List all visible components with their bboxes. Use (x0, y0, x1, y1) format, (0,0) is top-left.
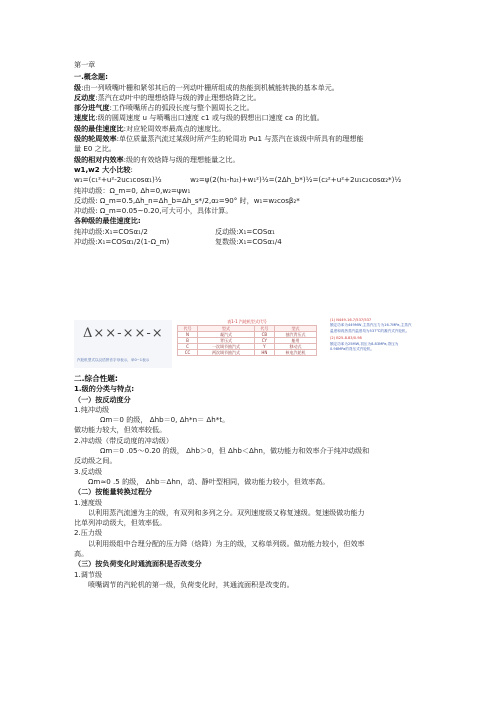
concept-line (74, 165, 434, 175)
concept-list (74, 83, 434, 176)
case-pure-impulse: 纯冲动级：Ω_m=0, Δh=0,w₂=ψw₁ (74, 185, 191, 195)
figure-model-symbol (74, 320, 172, 368)
table-cell: CC (178, 350, 198, 356)
concept-line (74, 113, 434, 123)
table-cell: 凝汽式 (198, 332, 255, 338)
concept-definition: :由一列喷嘴叶栅和紧邻其后的一列动叶栅所组成的热能到机械能转换的基本单元。 (81, 82, 339, 92)
table-cell: 抽汽背压式 (274, 332, 316, 338)
table-cell: 代号 (178, 326, 198, 332)
figure-strip (74, 318, 426, 370)
table-cell: 两次调节抽汽式 (198, 350, 255, 356)
concept-line (74, 124, 434, 134)
concept-line (74, 155, 434, 165)
pure-impulse-desc: Ωm＝0 的级， Δhb＝0, Δh*n＝ Δh*t。 (100, 415, 230, 425)
concept-definition: :工作喷嘴所占的弧段长度与整个圆周长之比。 (109, 103, 254, 113)
figure-model-examples (330, 318, 426, 368)
group-by-area: （三）按负荷变化时通流面积是否改变分 (74, 559, 202, 569)
concept-line (74, 93, 434, 103)
optimal-pure-impulse: 纯冲动级:X₁=COSα₁/2 (74, 226, 148, 236)
table-cell: 代号 (254, 326, 274, 332)
concept-line (74, 83, 434, 93)
type-table-header: 表1-1 汽轮机型式代号 (227, 319, 267, 324)
pure-impulse-note: 做功能力较大，但效率较低。 (74, 425, 167, 435)
type-table (177, 325, 317, 356)
concept-term: 级的轮周效率 (74, 134, 117, 144)
example-line: 额定功率为449MW,主蒸汽压力为16.7MPa,主蒸汽 (330, 323, 412, 328)
concept-definition: :单位质量蒸汽流过某级时所产生的轮周功 Pu1 与蒸汽在该级中所具有的理想能 (116, 134, 364, 144)
concept-definition: : (130, 164, 133, 174)
classification-title: 1.级的分类与特点: (74, 384, 135, 394)
model-code-symbol: Δ××-××-× (83, 326, 164, 341)
concept-definition: 量 E0 之比。 (74, 144, 116, 154)
table-cell: 型式 (198, 326, 255, 332)
example-line: 0.98MPa的背压式汽轮机。 (330, 347, 375, 352)
example-line: 额定功率为25MW,初压为8.83MPa,背压为 (330, 341, 399, 346)
control-stage-heading: 1.调节级 (74, 569, 103, 579)
example-line: (1) N449-16.7/537/537 (330, 318, 372, 322)
optimal-ratio-title: 各种级的最佳速度比: (74, 216, 141, 226)
table-cell: CB (254, 332, 274, 338)
impulse-desc-cont: 反动级之间。 (74, 456, 117, 466)
table-row (178, 350, 317, 356)
table-cell: 移动式 (274, 344, 316, 350)
section-concepts (74, 60, 434, 247)
optimal-impulse: 冲动级:X₁=COSα₁/2(1-Ω_m) (74, 237, 170, 247)
table-cell: 背压式 (198, 338, 255, 344)
pressure-stage-heading: 2.压力级 (74, 528, 103, 538)
pure-impulse-heading: 1.纯冲动级 (74, 404, 110, 414)
section-comprehensive (74, 374, 434, 590)
concept-term: 速度比 (74, 113, 96, 123)
concept-line (74, 144, 434, 154)
case-reaction: 反动级: Ω_m=0.5,Δh_n=Δh_b=Δh_s*/2,α₂=90° 时，w₁=w₂cosβ₂* (74, 195, 300, 205)
concept-term: 级的相对内效率 (74, 154, 124, 164)
table-cell: CY (254, 338, 274, 344)
reaction-desc: Ωm≈0 .5 的级， Δhb＝Δhn，动、静叶型相同，做功能力较小，但效率高。 (88, 476, 330, 486)
concept-definition: :级的圆周速度 u 与喷嘴出口速度 c1 或与级的假想出口速度 ca 的比值。 (95, 113, 324, 123)
pressure-stage-desc-cont: 高。 (74, 549, 89, 559)
pressure-stage-desc: 以利用级组中合理分配的压力降（焓降）为主的级，又称单列级。做功能力较小，但效率 (88, 538, 365, 548)
concept-term: w1,w2 大小比较 (74, 164, 131, 174)
concept-definition: :蒸汽在动叶中的理想焓降与级的滞止理想焓降之比。 (95, 92, 261, 102)
formula-row (74, 175, 434, 185)
concept-term: 级的最佳速度比 (74, 123, 124, 133)
example-line: (2) B25-8.83/0.98 (330, 336, 362, 341)
model-code-caption: 汽轮机型式以汉语拼音字母表示，举0~1表示 (77, 358, 150, 362)
concept-definition: :级的有效焓降与级的理想能量之比。 (123, 154, 240, 164)
optimal-compound: 复数级:X₁=COSα₁/4 (215, 237, 282, 247)
table-cell: 核电汽轮机 (274, 350, 316, 356)
impulse-heading: 2.冲动级（带反动度的冲动级） (74, 435, 173, 445)
concept-term: 反动度 (74, 92, 96, 102)
concept-term: 部分进气度 (74, 103, 110, 113)
section2-title: 二.综合性题: (74, 374, 118, 383)
concept-line (74, 134, 434, 144)
velocity-stage-desc: 以利用蒸汽流速为主的级，有双列和多列之分。双列速度级又称复速级。复速级做功能力 (88, 507, 365, 517)
section1-title: 一.概念题: (74, 72, 108, 82)
table-cell: 一次调节抽汽式 (198, 344, 255, 350)
group-by-energy: （二）按能量转换过程分 (74, 487, 153, 497)
table-cell: Y (254, 344, 274, 350)
table-cell: HN (254, 350, 274, 356)
table-cell: B (178, 338, 198, 344)
case-impulse: 冲动级: Ω_m=0.05~0.20,可大可小，具体计算。 (74, 206, 233, 216)
concept-definition: :对应轮周效率最高点的速度比。 (123, 123, 226, 133)
formula-w1: w₁=(c₁²+u²-2uc₁cosα₁)½ (74, 175, 162, 185)
formula-w2: w₂=ψ(2(h₁-h₂ₜ)+w₁²)½=(2Δh_b*)½=(c₂²+u²+2u₁c₂cosα₂*)½ (190, 175, 402, 185)
reaction-heading: 3.反动级 (74, 466, 103, 476)
optimal-reaction: 反动级:X₁=COSα₁ (215, 226, 275, 236)
concept-line (74, 103, 434, 113)
table-cell: N (178, 332, 198, 338)
table-cell: 船用 (274, 338, 316, 344)
table-cell: 型式 (274, 326, 316, 332)
velocity-stage-heading: 1.速度级 (74, 497, 103, 507)
chapter-title: 第一章 (74, 60, 96, 69)
impulse-desc: Ωm＝0 .05～0.20 的级， Δhb＞0，但 Δhb＜Δhn，做功能力和效率介于纯冲动级和 (100, 446, 370, 456)
velocity-stage-desc-cont: 比单列冲动级大，但效率低。 (74, 518, 167, 528)
figure-type-table (174, 318, 320, 368)
example-line: 温度和再热蒸汽温度均为537℃的凝汽式汽轮机。 (330, 328, 410, 333)
concept-term: 级 (74, 82, 82, 92)
group-by-reaction: （一）按反动度分 (74, 394, 131, 404)
control-stage-desc: 喷嘴调节的汽轮机的第一级，负荷变化时，其通流面积是改变的。 (88, 579, 294, 589)
optimal-row-1 (74, 227, 434, 237)
table-cell: C (178, 344, 198, 350)
optimal-row-2 (74, 237, 434, 247)
